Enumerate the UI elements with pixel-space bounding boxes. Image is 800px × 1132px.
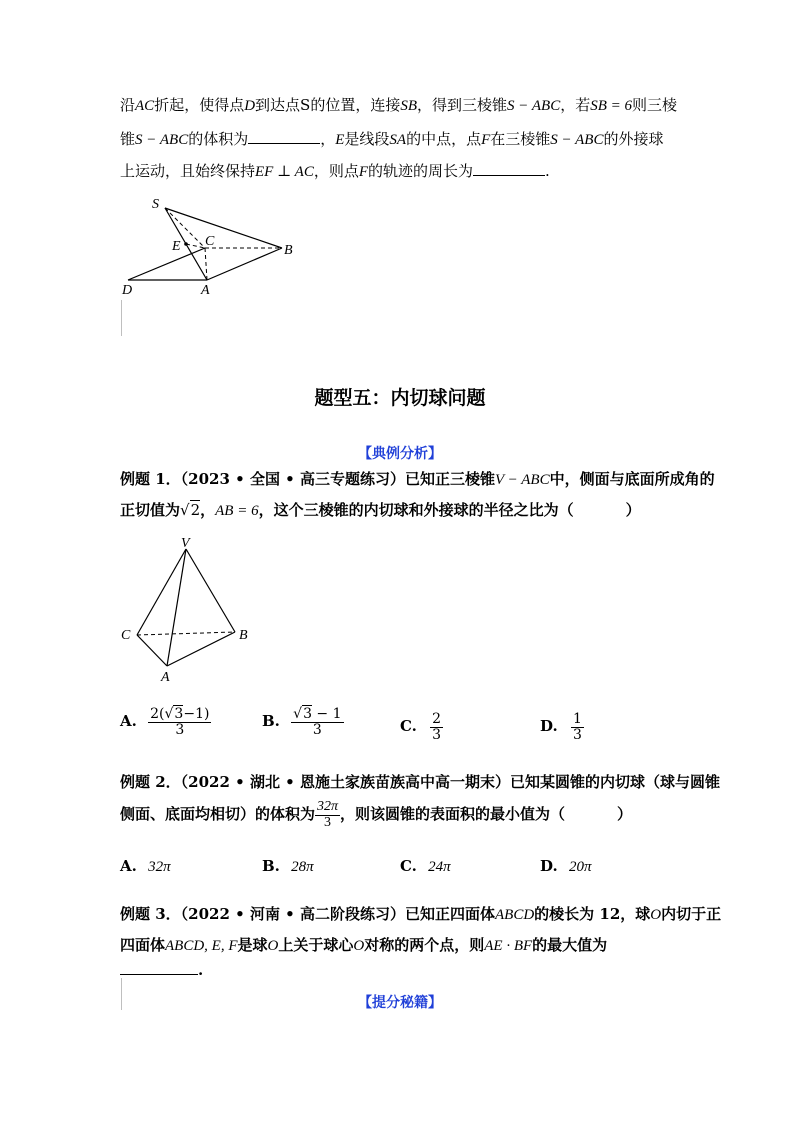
label-B: B xyxy=(239,628,248,643)
ex2-option-d[interactable]: D. 20π xyxy=(540,857,592,875)
edge-CB xyxy=(137,632,235,635)
pyramid-figure-2 xyxy=(115,535,265,685)
answer-blank-max xyxy=(120,960,198,975)
tips-header: 【提分秘籍】 xyxy=(358,995,442,1011)
pyramid-figure-1 xyxy=(110,190,310,340)
label-V: V xyxy=(181,536,190,551)
label-C: C xyxy=(205,234,215,249)
example-2-line-2: 侧面、底面均相切）的体积为 $\frac{32\pi}{3}$ ，则该圆锥的表面积的最小值为（ ） xyxy=(120,799,633,830)
label-A: A xyxy=(201,283,210,298)
example-3-line-1: 例题 3．（2022 • 河南 • 高二阶段练习）已知正四面体ABCD的棱长为 12，球O内切于正 xyxy=(120,905,722,923)
edge-CA xyxy=(205,248,207,280)
examples-header: 【典例分析】 xyxy=(358,446,442,462)
label-D: D xyxy=(122,283,133,298)
label-C: C xyxy=(121,628,131,643)
ex2-option-c[interactable]: C. 24π xyxy=(400,857,451,875)
ex2-option-a[interactable]: A. 32π xyxy=(120,857,171,875)
intro-line-3: 上运动，且始终保持EF ⊥ AC，则点F的轨迹的周长为 . xyxy=(120,162,550,180)
edge-AB xyxy=(167,632,235,666)
ex1-option-d[interactable]: D. $\frac{1}{3}$ xyxy=(540,711,582,743)
edge-SB xyxy=(165,208,282,248)
ex2-option-b[interactable]: B. 28π xyxy=(262,857,314,875)
edge-BA xyxy=(207,248,282,280)
answer-blank-perimeter xyxy=(473,161,545,176)
example-2-line-1: 例题 2．（2022 • 湖北 • 恩施土家族苗族高中高一期末）已知某圆锥的内切球（球与圆锥 xyxy=(120,773,720,791)
edge-DC xyxy=(128,248,205,280)
answer-blank-volume xyxy=(248,129,320,144)
label-E: E xyxy=(172,239,181,254)
ex1-option-c[interactable]: C. $\frac{2}{3}$ xyxy=(400,711,442,743)
edge-VB xyxy=(186,549,235,632)
point-E xyxy=(184,242,188,246)
example-1-line-1: 例题 1．（2023 • 全国 • 高三专题练习）已知正三棱锥V − ABC中，侧面与底面所成角的 xyxy=(120,470,715,488)
intro-line-2: 锥S − ABC的体积为 ，E是线段SA的中点，点F在三棱锥S − ABC的外接球 xyxy=(120,130,664,148)
example-3-line-3: . xyxy=(120,960,203,979)
ex1-option-b[interactable]: B. $\frac{√3 - 1}{3}$ xyxy=(262,706,342,738)
margin-rule-1 xyxy=(121,300,122,336)
example-1-line-2: 正切值为√2，AB = 6，这个三棱锥的内切球和外接球的半径之比为（ ） xyxy=(120,501,641,519)
label-S: S xyxy=(152,197,159,212)
label-A: A xyxy=(161,670,170,685)
edge-CA xyxy=(137,635,167,666)
label-B: B xyxy=(284,243,293,258)
example-3-line-2: 四面体ABCD, E, F是球O上关于球心O对称的两个点，则AE · BF的最大值为 xyxy=(120,936,608,954)
intro-line-1: 沿AC折起，使得点D到达点S的位置，连接SB，得到三棱锥S − ABC，若SB = 6则三棱 xyxy=(120,96,678,114)
section-title: 题型五：内切球问题 xyxy=(314,387,486,409)
ex1-option-a[interactable]: A. $\frac{2(√3-1)}{3}$ xyxy=(120,706,210,738)
